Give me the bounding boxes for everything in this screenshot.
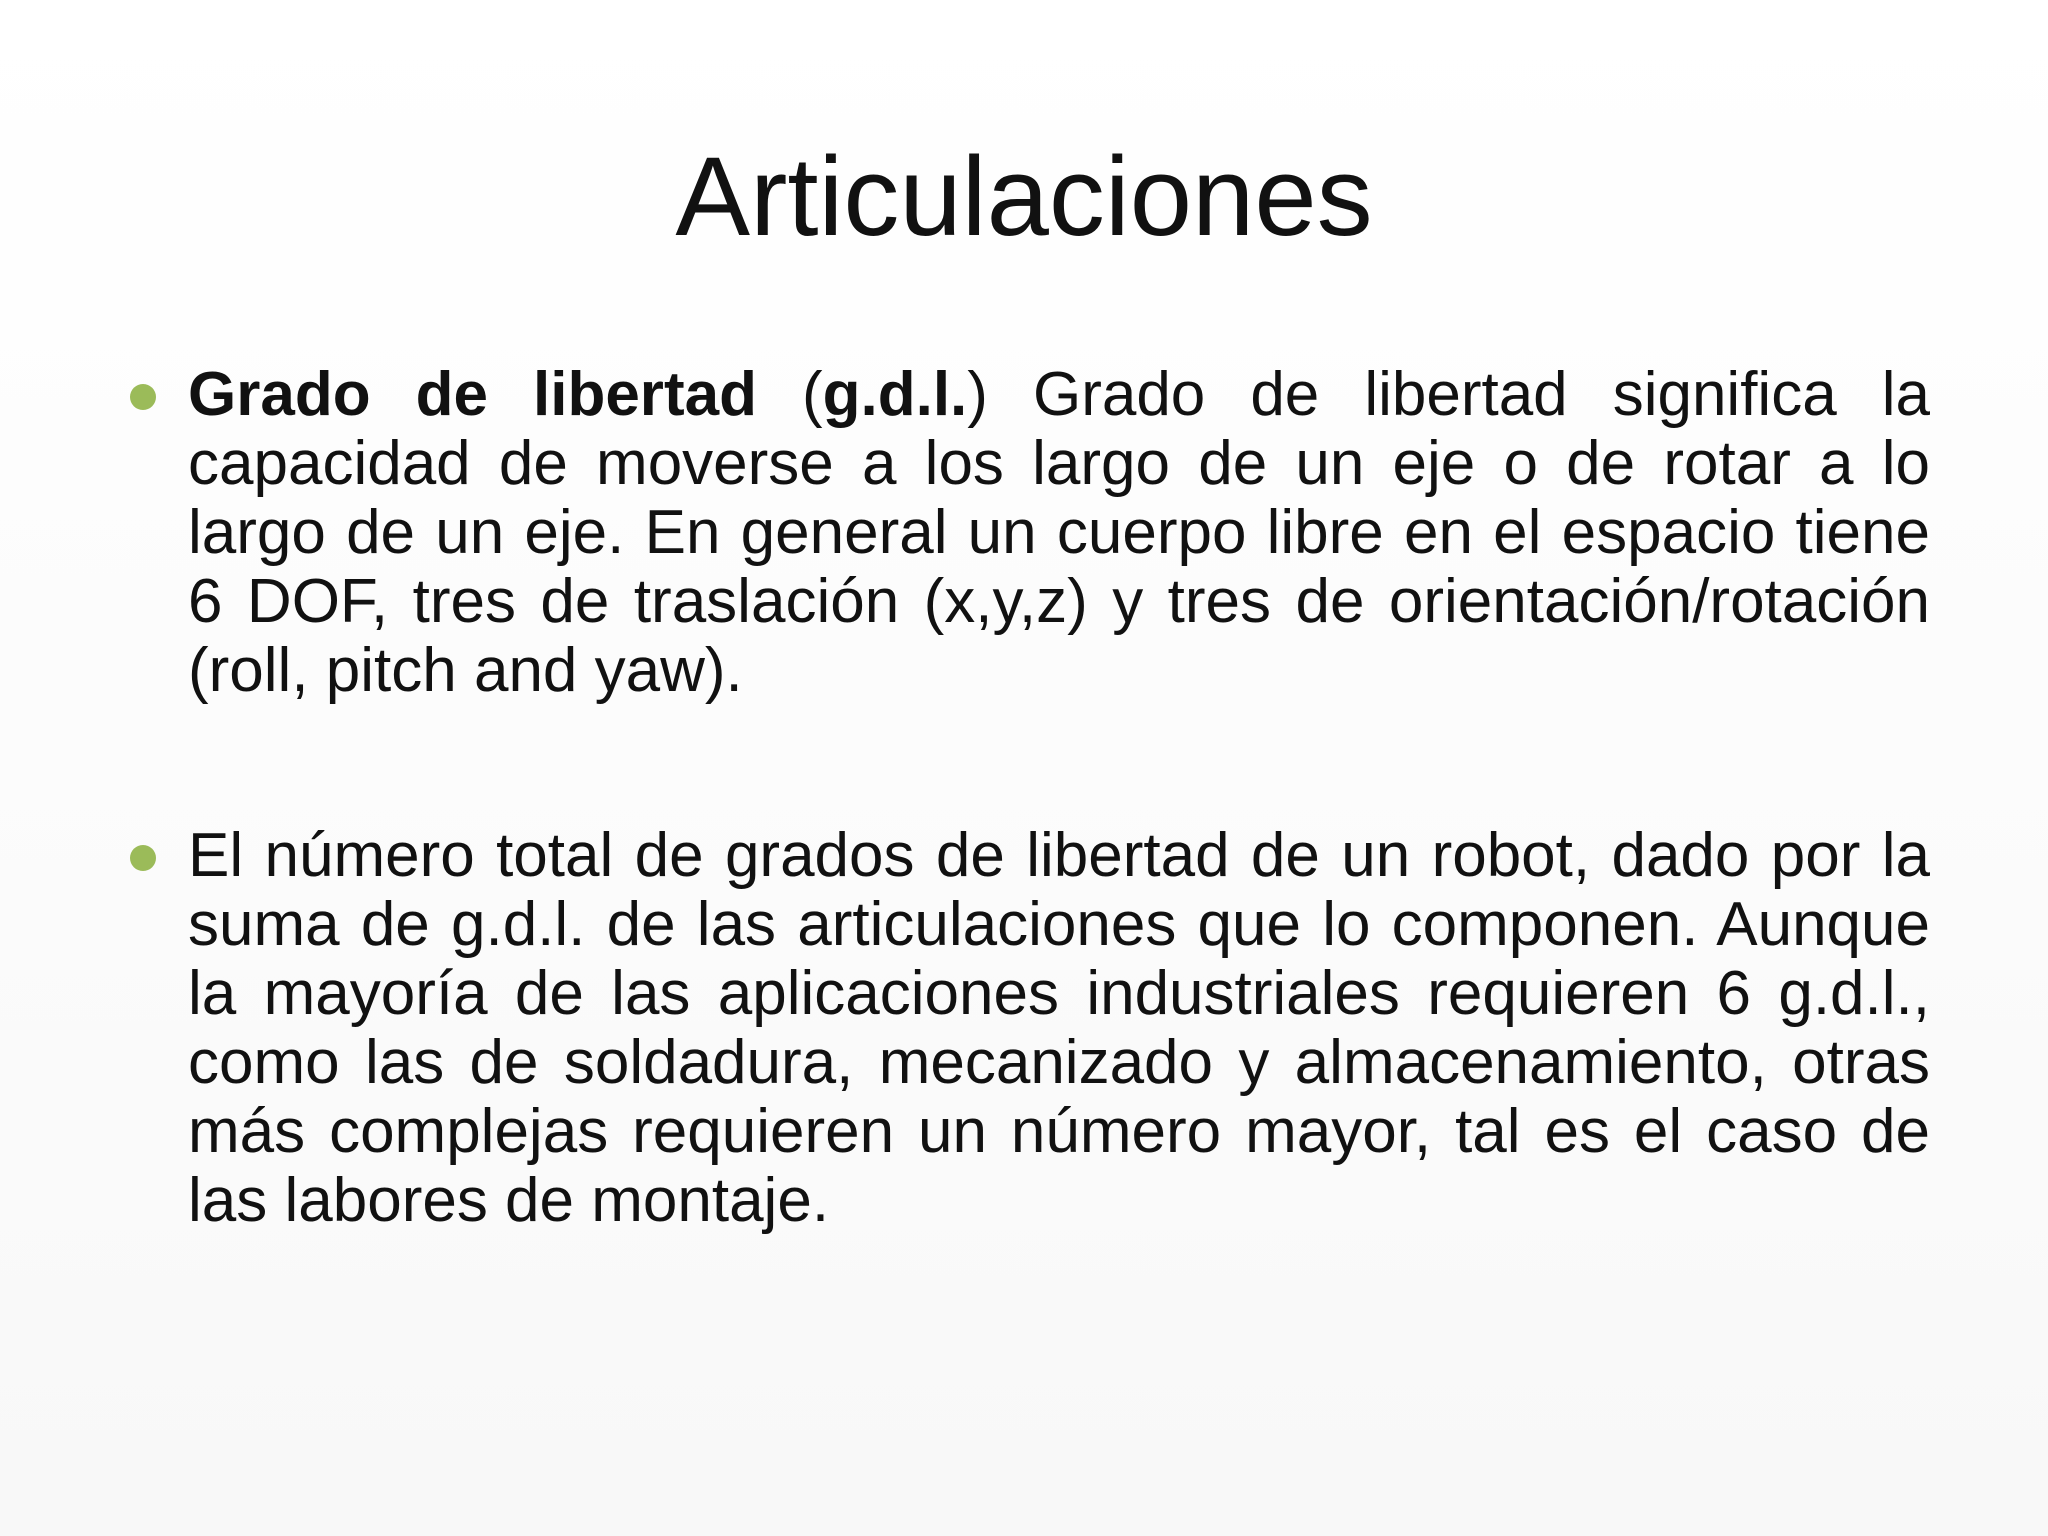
- bullet-item-degrees-of-freedom: [130, 360, 1930, 705]
- bullet-body: ) Grado de libertad significa la capacidad de moverse a los largo de un eje o de rotar a lo largo de un eje. En general un cuerpo libre en el espacio tiene 6 DOF, tres de traslación (x,y,z) y tres de orientación/rotación (roll, pitch and yaw).: [188, 360, 1930, 705]
- bullet-list: [130, 360, 1930, 1351]
- bullet-dot-icon: [130, 384, 156, 410]
- bullet-item-total-degrees: [130, 821, 1930, 1235]
- bullet-term: Grado de libertad: [188, 360, 757, 429]
- bullet-dot-icon: [130, 845, 156, 871]
- slide-title: Articulaciones: [675, 134, 1373, 259]
- bullet-text: [188, 821, 1930, 1235]
- bullet-text: [188, 360, 1930, 705]
- bullet-abbreviation: g.d.l.: [822, 360, 968, 429]
- bullet-body: El número total de grados de libertad de un robot, dado por la suma de g.d.l. de las articulaciones que lo componen. Aunque la mayoría de las aplicaciones industriales requieren 6 g.d.l., como las de soldadura, mecanizado y almacenamiento, otras más complejas requieren un número mayor, tal es el caso de las labores de montaje.: [188, 821, 1930, 1235]
- bullet-open-paren: (: [756, 360, 823, 429]
